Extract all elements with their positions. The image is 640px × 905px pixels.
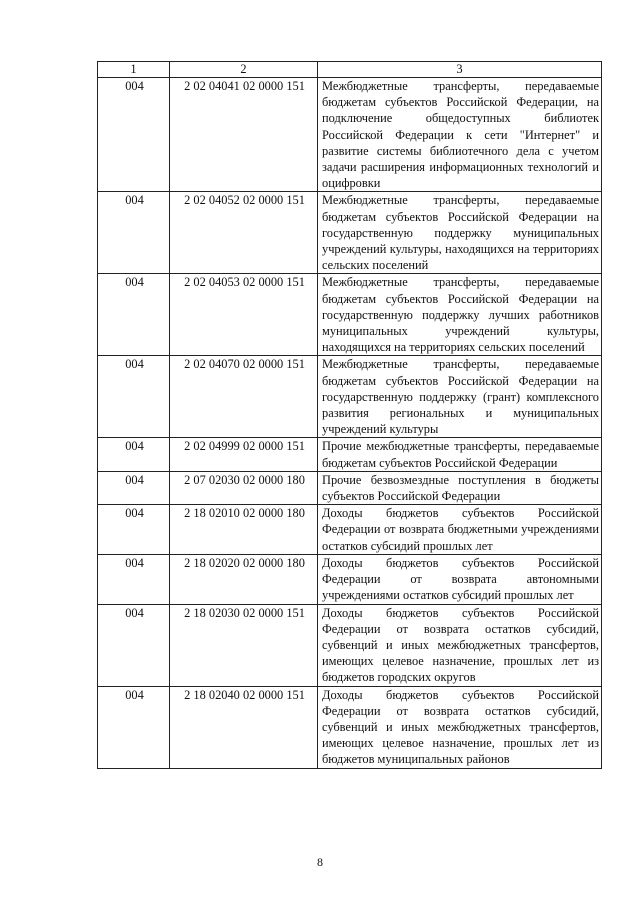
budget-code-cell: 2 18 02010 02 0000 180: [170, 505, 318, 555]
admin-code-cell: 004: [98, 438, 170, 471]
table-row: [98, 686, 602, 768]
budget-code-cell: 2 02 04070 02 0000 151: [170, 356, 318, 438]
admin-code-cell: 004: [98, 471, 170, 504]
budget-code-cell: 2 02 04053 02 0000 151: [170, 274, 318, 356]
revenue-codes-table: [97, 61, 602, 769]
admin-code-cell: 004: [98, 356, 170, 438]
budget-code-cell: 2 07 02030 02 0000 180: [170, 471, 318, 504]
table-row: [98, 471, 602, 504]
admin-code-cell: 004: [98, 274, 170, 356]
description-cell: Прочие безвозмездные поступления в бюджеты субъектов Российской Федерации: [318, 471, 602, 504]
description-cell: Прочие межбюджетные трансферты, передаваемые бюджетам субъектов Российской Федерации: [318, 438, 602, 471]
table-body: [98, 62, 602, 769]
admin-code-cell: 004: [98, 505, 170, 555]
admin-code-cell: 004: [98, 192, 170, 274]
description-cell: Доходы бюджетов субъектов Российской Федерации от возврата бюджетными учреждениями остатков субсидий прошлых лет: [318, 505, 602, 555]
column-header-2: 2: [170, 62, 318, 78]
budget-code-cell: 2 02 04052 02 0000 151: [170, 192, 318, 274]
table-row: [98, 274, 602, 356]
table-row: [98, 192, 602, 274]
budget-code-cell: 2 18 02040 02 0000 151: [170, 686, 318, 768]
table-row: [98, 78, 602, 192]
budget-code-cell: 2 02 04041 02 0000 151: [170, 78, 318, 192]
budget-code-cell: 2 18 02030 02 0000 151: [170, 604, 318, 686]
description-cell: Межбюджетные трансферты, передаваемые бюджетам субъектов Российской Федерации на государственную поддержку муниципальных учреждений культуры, находящихся на территориях сельских поселений: [318, 192, 602, 274]
table-row: [98, 554, 602, 604]
table-row: [98, 438, 602, 471]
admin-code-cell: 004: [98, 78, 170, 192]
admin-code-cell: 004: [98, 554, 170, 604]
admin-code-cell: 004: [98, 686, 170, 768]
table-row: [98, 356, 602, 438]
description-cell: Доходы бюджетов субъектов Российской Федерации от возврата остатков субсидий, субвенций и иных межбюджетных трансфертов, имеющих целевое назначение, прошлых лет из бюджетов муниципальных районов: [318, 686, 602, 768]
budget-code-cell: 2 18 02020 02 0000 180: [170, 554, 318, 604]
description-cell: Межбюджетные трансферты, передаваемые бюджетам субъектов Российской Федерации, на подключение общедоступных библиотек Российской Федерации к сети "Интернет" и развитие системы библиотечного дела с учетом задачи расширения информационных технологий и оцифровки: [318, 78, 602, 192]
table-row: [98, 505, 602, 555]
budget-code-cell: 2 02 04999 02 0000 151: [170, 438, 318, 471]
admin-code-cell: 004: [98, 604, 170, 686]
table-header-row: [98, 62, 602, 78]
table-row: [98, 604, 602, 686]
description-cell: Межбюджетные трансферты, передаваемые бюджетам субъектов Российской Федерации на государственную поддержку (грант) комплексного развития региональных и муниципальных учреждений культуры: [318, 356, 602, 438]
page-number: 8: [317, 855, 323, 869]
description-cell: Доходы бюджетов субъектов Российской Федерации от возврата автономными учреждениями остатков субсидий прошлых лет: [318, 554, 602, 604]
description-cell: Межбюджетные трансферты, передаваемые бюджетам субъектов Российской Федерации на государственную поддержку лучших работников муниципальных учреждений культуры, находящихся на территориях сельских поселений: [318, 274, 602, 356]
column-header-1: 1: [98, 62, 170, 78]
description-cell: Доходы бюджетов субъектов Российской Федерации от возврата остатков субсидий, субвенций и иных межбюджетных трансфертов, имеющих целевое назначение, прошлых лет из бюджетов городских округов: [318, 604, 602, 686]
column-header-3: 3: [318, 62, 602, 78]
